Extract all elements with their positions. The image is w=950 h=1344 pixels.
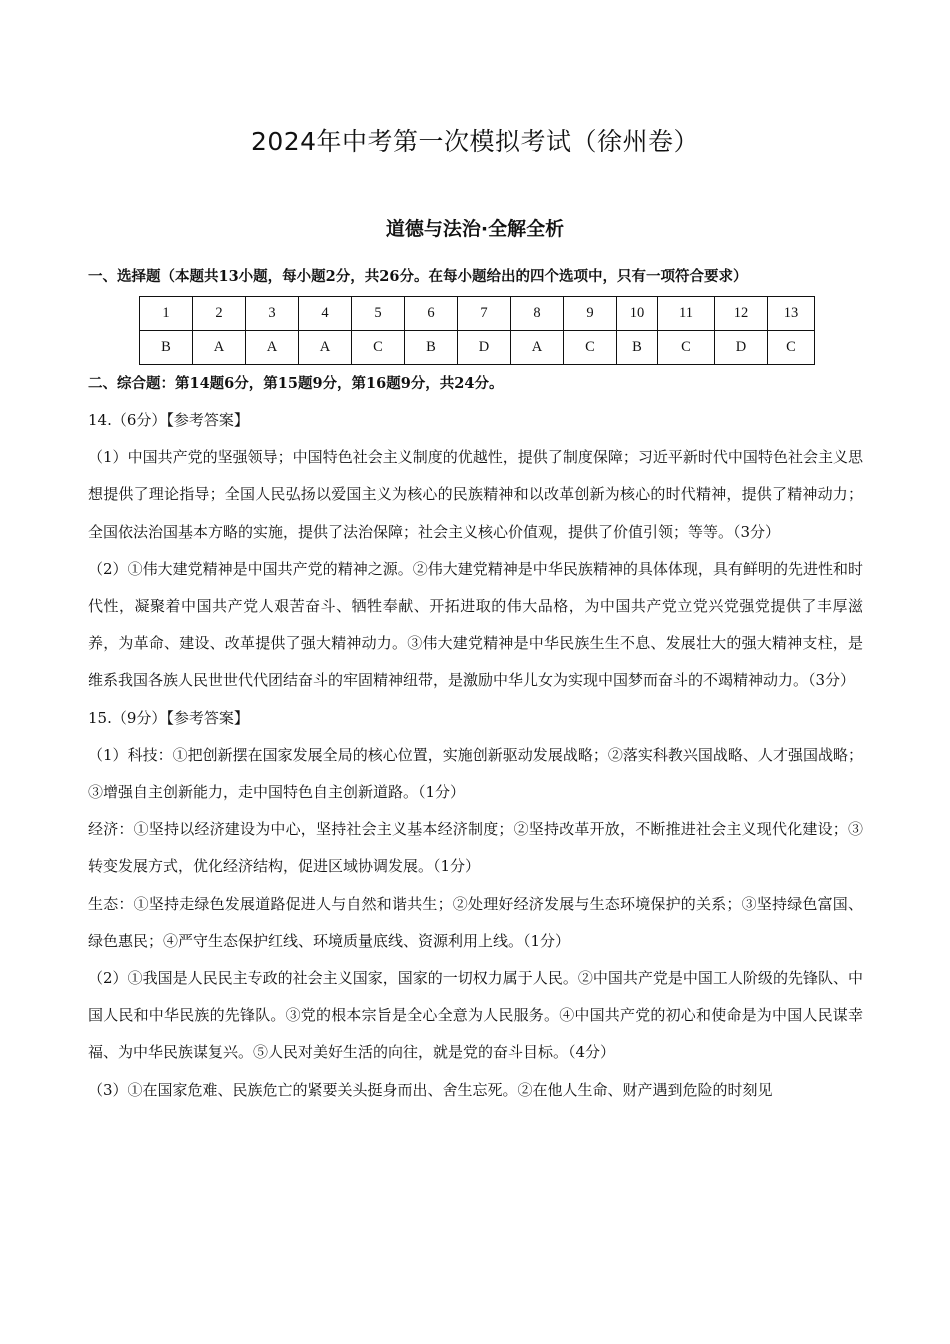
answer-cell: D [715,331,768,365]
answer-cell: A [193,331,246,365]
answer-cell: C [658,331,715,365]
question-15-header: 15.（9分）【参考答案】 [88,708,249,727]
answer-paragraph: （3）①在国家危难、民族危亡的紧要关头挺身而出、舍生忘死。②在他人生命、财产遇到危险的时刻见 [88,1080,773,1099]
answer-cell: C [768,331,815,365]
section1-heading: 一、选择题（本题共13小题，每小题2分，共26分。在每小题给出的四个选项中，只有一项符合要求） [88,268,748,285]
question-number-cell: 9 [564,297,617,331]
answer-paragraph: （1）科技：①把创新摆在国家发展全局的核心位置，实施创新驱动发展战略；②落实科教兴国战略、人才强国战略；③增强自主创新能力，走中国特色自主创新道路。（1分） [88,745,863,802]
answer-paragraph: 生态：①坚持走绿色发展道路促进人与自然和谐共生；②处理好经济发展与生态环境保护的关系；③坚持绿色富国、绿色惠民；④严守生态保护红线、环境质量底线、资源利用上线。（1分） [88,894,863,950]
answer-paragraph: （2）①我国是人民民主专政的社会主义国家，国家的一切权力属于人民。②中国共产党是中国工人阶级的先锋队、中国人民和中华民族的先锋队。③党的根本宗旨是全心全意为人民服务。④中国共产党的初心和使命是为中国人民谋幸福、为中华民族谋复兴。⑤人民对美好生活的向往，就是党的奋斗目标。（4分） [88,969,863,1062]
question-14-header: 14.（6分）【参考答案】 [88,411,249,429]
answer-cell: C [352,331,405,365]
question-number-cell: 13 [768,297,815,331]
answer-cell: A [511,331,564,365]
answer-cell: B [405,331,458,365]
answer-cell: B [140,331,193,365]
page-title: 2024年中考第一次模拟考试（徐州卷） [250,127,700,156]
answer-paragraph: （2）①伟大建党精神是中国共产党的精神之源。②伟大建党精神是中华民族精神的具体体现，具有鲜明的先进性和时代性，凝聚着中国共产党人艰苦奋斗、牺牲奉献、开拓进取的伟大品格，为中国共产党立党兴党强党提供了丰厚滋养，为革命、建设、改革提供了强大精神动力。③伟大建党精神是中华民族生生不息、发展壮大的强大精神支柱，是维系我国各族人民世世代代团结奋斗的牢固精神纽带，是激励中华儿女为实现中国梦而奋斗的不竭精神动力。（3分） [88,559,863,690]
question-number-cell: 8 [511,297,564,331]
question-number-cell: 7 [458,297,511,331]
question-number-cell: 2 [193,297,246,331]
answer-paragraph: （1）中国共产党的坚强领导；中国特色社会主义制度的优越性，提供了制度保障；习近平新时代中国特色社会主义思想提供了理论指导；全国人民弘扬以爱国主义为核心的民族精神和以改革创新为核心的时代精神，提供了精神动力；全国依法治国基本方略的实施，提供了法治保障；社会主义核心价值观，提供了价值引领；等等。（3分） [88,448,863,541]
answer-table [139,296,815,365]
question-number-cell: 6 [405,297,458,331]
answer-body [88,402,863,1109]
answer-table-number-row [140,297,815,331]
answer-paragraph: 经济：①坚持以经济建设为中心，坚持社会主义基本经济制度；②坚持改革开放，不断推进社会主义现代化建设；③转变发展方式，优化经济结构，促进区域协调发展。（1分） [88,820,863,876]
question-number-cell: 11 [658,297,715,331]
question-number-cell: 3 [246,297,299,331]
section2-heading: 二、综合题：第14题6分，第15题9分，第16题9分，共24分。 [88,375,504,392]
answer-table-answer-row [140,331,815,365]
question-number-cell: 10 [617,297,658,331]
answer-cell: A [299,331,352,365]
question-number-cell: 4 [299,297,352,331]
page-subtitle: 道德与法治·全解全析 [385,218,565,240]
answer-cell: A [246,331,299,365]
question-number-cell: 12 [715,297,768,331]
answer-cell: C [564,331,617,365]
answer-cell: B [617,331,658,365]
answer-cell: D [458,331,511,365]
question-number-cell: 1 [140,297,193,331]
question-number-cell: 5 [352,297,405,331]
